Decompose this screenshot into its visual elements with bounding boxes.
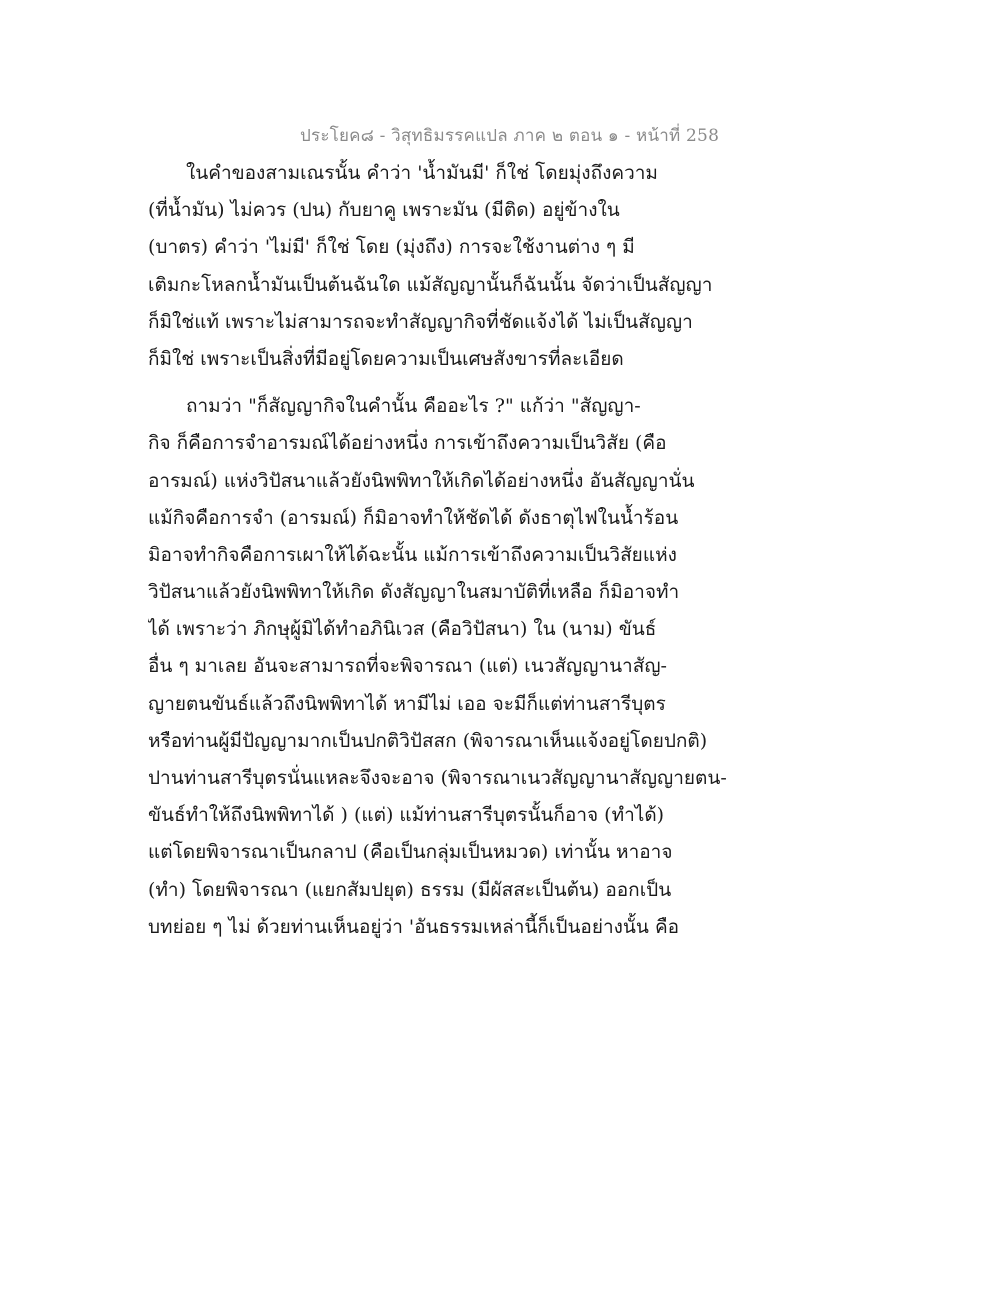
paragraph-1-line: (ที่น้ำมัน) ไม่ควร (ปน) กับยาคู เพราะมัน (มีติด) อยู่ข้างใน [148,199,620,222]
paragraph-1-line: ก็มิใช่ เพราะเป็นสิ่งที่มีอยู่โดยความเป็นเศษสังขารที่ละเอียด [148,347,624,370]
paragraph-2-line: อารมณ์) แห่งวิปัสนาแล้วยังนิพพิทาให้เกิดได้อย่างหนึ่ง อันสัญญานั่น [148,469,695,492]
paragraph-1-line: (บาตร) คำว่า 'ไม่มี' ก็ใช่ โดย (มุ่งถึง) การจะใช้งานต่าง ๆ มี [148,236,635,259]
paragraph-2-line: มิอาจทำกิจคือการเผาให้ได้ฉะนั้น แม้การเข้าถึงความเป็นวิสัยแห่ง [148,543,677,566]
paragraph-2-line: หรือท่านผู้มีปัญญามากเป็นปกติวิปัสสก (พิจารณาเห็นแจ้งอยู่โดยปกติ) [148,729,708,752]
body-text [148,155,728,946]
paragraph-2-line: แต่โดยพิจารณาเป็นกลาป (คือเป็นกลุ่มเป็นหมวด) เท่านั้น หาอาจ [148,841,673,864]
paragraph-2-line: ญายตนขันธ์แล้วถึงนิพพิทาได้ หามีไม่ เออ จะมีก็แต่ท่านสารีบุตร [148,692,666,715]
paragraph-2-line: (ทำ) โดยพิจารณา (แยกสัมปยุต) ธรรม (มีผัสสะเป็นต้น) ออกเป็น [148,878,672,901]
paragraph-2-line: ปานท่านสารีบุตรนั่นแหละจึงจะอาจ (พิจารณาเนวสัญญานาสัญญายตน- [148,767,727,789]
paragraph-2-line: ขันธ์ทำให้ถึงนิพพิทาได้ ) (แต่) แม้ท่านสารีบุตรนั้นก็อาจ (ทำได้) [148,804,665,827]
running-header: ประโยค๘ - วิสุทธิมรรคแปล ภาค ๒ ตอน ๑ - หน้าที่ 258 [300,126,720,146]
paragraph-2-line: ถามว่า "ก็สัญญากิจในคำนั้น คืออะไร ?" แก้ว่า "สัญญา- [186,395,641,418]
paragraph-2-line: กิจ ก็คือการจำอารมณ์ได้อย่างหนึ่ง การเข้าถึงความเป็นวิสัย (คือ [148,432,667,455]
paragraph-1-line: ในคำของสามเณรนั้น คำว่า 'น้ำมันมี' ก็ใช่ โดยมุ่งถึงความ [186,162,658,184]
paragraph-2-line: อื่น ๆ มาเลย อันจะสามารถที่จะพิจารณา (แต่) เนวสัญญานาสัญ- [148,655,667,678]
paragraph-2-line: ได้ เพราะว่า ภิกษุผู้มิได้ทำอภินิเวส (คือวิปัสนา) ใน (นาม) ขันธ์ [148,618,657,641]
paragraph-1-line: เติมกะโหลกน้ำมันเป็นต้นฉันใด แม้สัญญานั้นก็ฉันนั้น จัดว่าเป็นสัญญา [148,273,713,296]
paragraph-2-line: วิปัสนาแล้วยังนิพพิทาให้เกิด ดังสัญญาในสมาบัติที่เหลือ ก็มิอาจทำ [148,581,680,604]
paragraph-1-line: ก็มิใช่แท้ เพราะไม่สามารถจะทำสัญญากิจที่ชัดแจ้งได้ ไม่เป็นสัญญา [148,310,693,333]
paragraph-2-line: บทย่อย ๆ ไม่ ด้วยท่านเห็นอยู่ว่า 'อันธรรมเหล่านี้ก็เป็นอย่างนั้น คือ [148,915,680,938]
paragraph-2-line: แม้กิจคือการจำ (อารมณ์) ก็มิอาจทำให้ชัดได้ ดังธาตุไฟในน้ำร้อน [148,506,679,529]
